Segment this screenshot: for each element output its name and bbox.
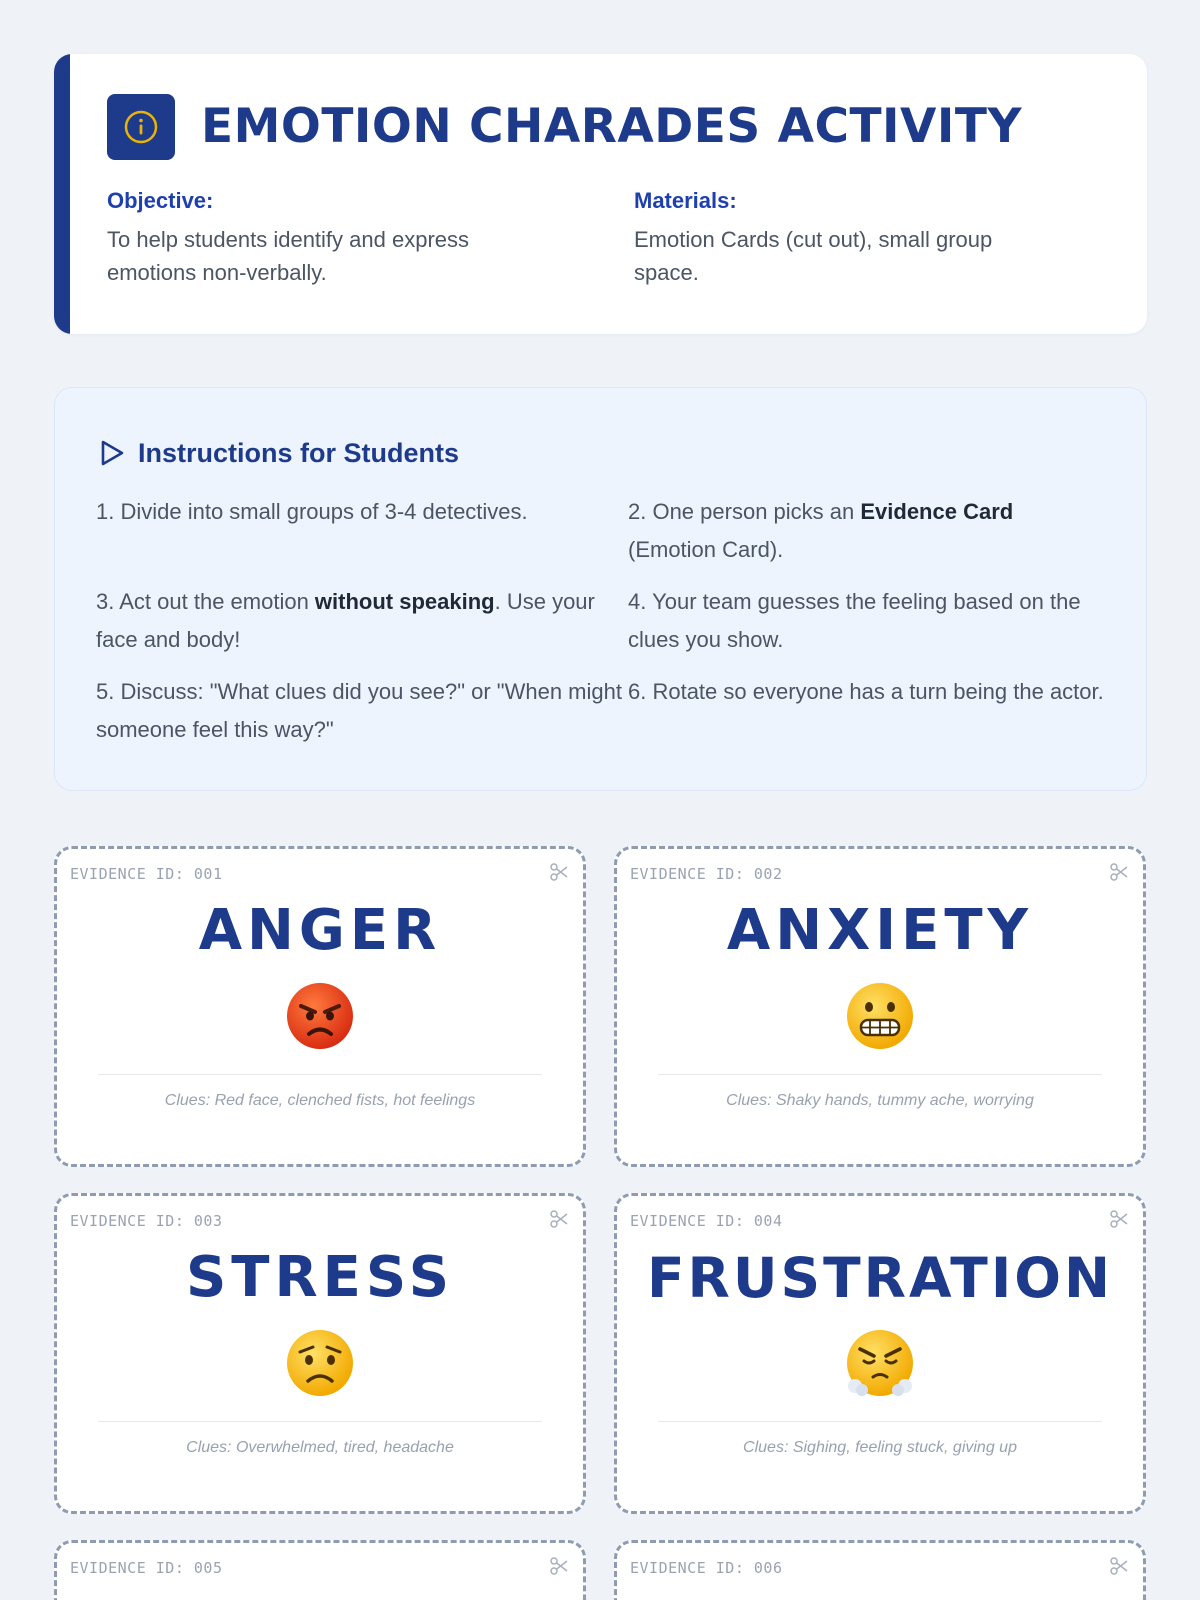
play-icon [98, 438, 126, 468]
objective-text [107, 223, 557, 289]
step-emphasis: Evidence Card [860, 499, 1014, 524]
emotion-clues: Clues: Sighing, feeling stuck, giving up [743, 1439, 1017, 1456]
emotion-name: FRUSTRATION [646, 1246, 1114, 1310]
materials-section [634, 186, 1084, 289]
emotion-clues: Clues: Red face, clenched fists, hot feelings [164, 1092, 476, 1109]
step-text: 3. Act out the emotion [96, 589, 315, 614]
card-divider [658, 1074, 1102, 1075]
step-text: 4. Your team guesses the feeling based on the clues you show. [628, 589, 1081, 652]
worried-face-icon [286, 1329, 354, 1397]
scissors-icon [1109, 1209, 1129, 1229]
evidence-id: EVIDENCE ID: 006 [630, 1559, 783, 1577]
materials-label: Materials: [634, 188, 737, 213]
emotion-card[interactable] [54, 1540, 586, 1600]
objective-line: emotions non-verbally. [107, 260, 327, 285]
instruction-step [628, 673, 1106, 749]
instructions-panel [54, 387, 1147, 791]
scissors-icon [549, 1209, 569, 1229]
steam-face-icon [846, 1329, 914, 1397]
emotion-card[interactable] [54, 846, 586, 1167]
objective-section [107, 186, 557, 289]
materials-line: Emotion Cards (cut out), small group [634, 227, 993, 252]
step-text: . Use your face and body! [96, 589, 595, 652]
info-badge [107, 94, 175, 160]
instruction-steps [96, 493, 1106, 749]
accent-bar [54, 54, 70, 334]
instruction-step [96, 493, 628, 569]
emotion-card[interactable] [54, 1193, 586, 1514]
evidence-id: EVIDENCE ID: 005 [70, 1559, 223, 1577]
grimacing-face-icon [846, 982, 914, 1050]
emotion-name: ANXIETY [726, 898, 1034, 963]
step-emphasis: without speaking [314, 589, 495, 614]
instruction-step [96, 583, 628, 659]
materials-line: space. [634, 260, 699, 285]
emotion-clues: Clues: Shaky hands, tummy ache, worrying [726, 1092, 1034, 1109]
scissors-icon [1109, 862, 1129, 882]
instructions-title: Instructions for Students [138, 438, 460, 468]
card-divider [98, 1421, 542, 1422]
card-divider [98, 1074, 542, 1075]
step-text: (Emotion Card). [628, 537, 784, 562]
scissors-icon [549, 862, 569, 882]
objective-line: To help students identify and express [107, 227, 470, 252]
scissors-icon [1109, 1556, 1129, 1576]
evidence-id: EVIDENCE ID: 001 [70, 865, 223, 883]
emotion-clues: Clues: Overwhelmed, tired, headache [186, 1439, 454, 1456]
info-icon [122, 108, 160, 146]
instructions-heading [98, 436, 459, 470]
objective-label: Objective: [107, 188, 214, 213]
step-text: 5. Discuss: "What clues did you see?" or "When might someone feel this way?" [96, 679, 622, 742]
scissors-icon [549, 1556, 569, 1576]
angry-face-icon [286, 982, 354, 1050]
emotion-card[interactable] [614, 846, 1146, 1167]
page-title: EMOTION CHARADES ACTIVITY [201, 99, 1023, 154]
instruction-step [628, 583, 1106, 659]
instruction-step [628, 493, 1106, 569]
step-text: 6. Rotate so everyone has a turn being the actor. [628, 679, 1104, 704]
step-text: 2. One person picks an [628, 499, 861, 524]
materials-text [634, 223, 1084, 289]
evidence-id: EVIDENCE ID: 002 [630, 865, 783, 883]
activity-header-card [54, 54, 1147, 334]
emotion-name: ANGER [198, 898, 442, 963]
instruction-step [96, 673, 628, 749]
evidence-id: EVIDENCE ID: 003 [70, 1212, 223, 1230]
evidence-id: EVIDENCE ID: 004 [630, 1212, 783, 1230]
emotion-name: STRESS [185, 1245, 455, 1310]
emotion-card[interactable] [614, 1540, 1146, 1600]
emotion-card[interactable] [614, 1193, 1146, 1514]
step-text: 1. Divide into small groups of 3-4 detectives. [96, 499, 528, 524]
card-divider [658, 1421, 1102, 1422]
